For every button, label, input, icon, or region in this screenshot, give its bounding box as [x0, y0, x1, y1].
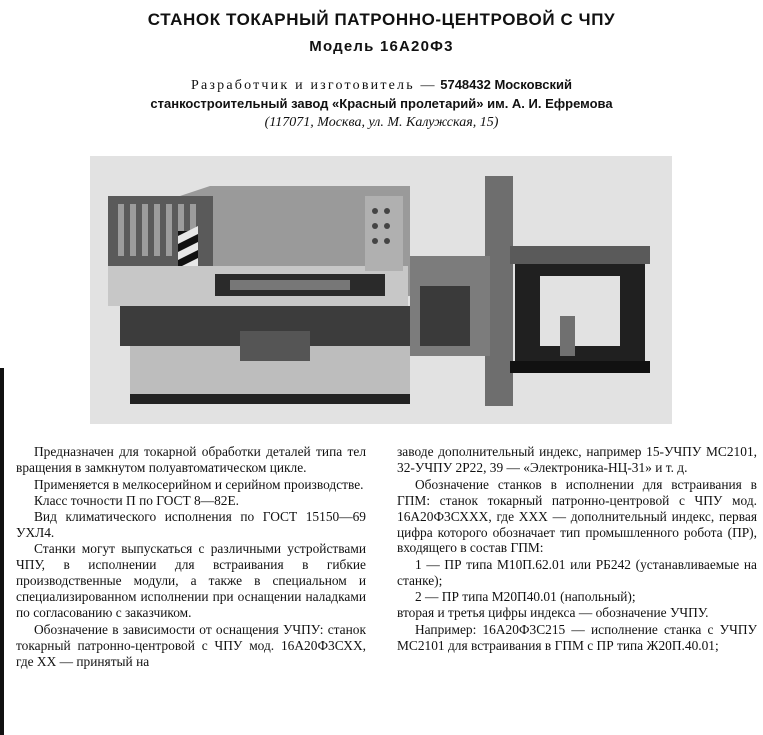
- paragraph: Обозначение в зависимости от оснащения УЧПУ: станок токарный патронно-центровой с ЧПУ мод. 16А20Ф3СХХ, где ХХ — принятый на: [16, 621, 366, 669]
- lathe-illustration: [90, 156, 672, 424]
- paragraph: Обозначение станков в исполнении для встраивания в ГПМ: станок токарный патронно-центровой с ЧПУ мод. 16А20Ф3СХХХ, где ХХХ — дополнительный индекс, первая цифра которого обозначает тип промышленного робота (ПР), входящего в состав ГПМ:: [397, 476, 757, 556]
- document-title: СТАНОК ТОКАРНЫЙ ПАТРОННО-ЦЕНТРОВОЙ С ЧПУ: [147, 10, 616, 29]
- paragraph: Станки могут выпускаться с различными устройствами ЧПУ, в исполнении для встраивания в гибкие производственные модули, а также в специальном и специализированном исполнении при оснащении наладками по согласованию с заказчиком.: [16, 541, 366, 621]
- paragraph: Вид климатического исполнения по ГОСТ 15150—69 УХЛ4.: [16, 508, 366, 540]
- paragraph: 1 — ПР типа М10П.62.01 или РБ242 (устанавливаемые на станке);: [397, 557, 757, 589]
- paragraph: Например: 16А20Ф3С215 — исполнение станка с УЧПУ МС2101 для встраивания в ГПМ с ПР типа Ж20П.40.01;: [397, 621, 757, 653]
- left-text-column: [16, 444, 366, 670]
- model-subtitle: Модель 16А20Ф3: [309, 38, 454, 55]
- developer-address: (117071, Москва, ул. М. Калужская, 15): [264, 115, 499, 130]
- paragraph: 2 — ПР типа М20П40.01 (напольный);: [415, 589, 636, 605]
- paragraph: заводе дополнительный индекс, например 15-УЧПУ МС2101, 32-УЧПУ 2Р22, 39 — «Электроника-НЦ-31» и т. д.: [397, 444, 757, 475]
- paragraph: Применяется в мелкосерийном и серийном производстве.: [34, 476, 364, 492]
- developer-label: Разработчик и изготовитель —: [191, 78, 437, 93]
- developer-block: [0, 76, 763, 132]
- developer-line1: 5748432 Московский: [440, 77, 572, 92]
- page-edge-bar: [0, 368, 4, 735]
- machine-photo: [90, 156, 672, 424]
- paragraph: вторая и третья цифры индекса — обозначение УЧПУ.: [397, 605, 709, 621]
- right-text-column: [397, 444, 757, 654]
- developer-line2: станкостроительный завод «Красный пролетарий» им. А. И. Ефремова: [150, 96, 613, 111]
- paragraph: Предназначен для токарной обработки деталей типа тел вращения в замкнутом полуавтоматическом цикле.: [16, 444, 366, 475]
- paragraph: Класс точности П по ГОСТ 8—82Е.: [34, 492, 239, 508]
